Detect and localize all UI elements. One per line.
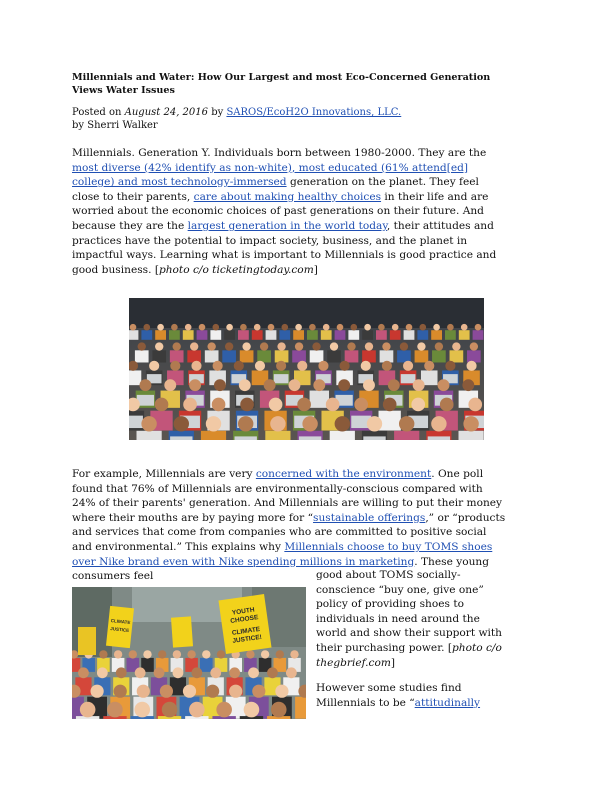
paragraph-studies <box>316 681 506 710</box>
photo-credit-2: photo c/o thegbrief.com <box>316 641 502 669</box>
post-date: August 24, 2016 <box>124 107 209 118</box>
posted-on-label: Posted on <box>72 107 122 118</box>
paragraph-intro <box>72 146 506 277</box>
photo-lecture-hall <box>129 298 484 440</box>
text: , their attitudes and practices have the potential to impact society, business, and the planet in impactful ways. Learning what is important to Millennials is good practice and good business. [ <box>72 219 497 276</box>
svg-text:CLIMATE: CLIMATE <box>231 625 261 637</box>
link-most-diverse[interactable]: most diverse (42% identify as non-white), most educated (61% attend[ed] college) and most technology-immersed <box>72 161 469 189</box>
protest-sign-large <box>218 594 271 654</box>
text: ,” or “products and services that come from companies who are committed to positive social and environmental.” This explains why <box>72 511 506 553</box>
text: . These young consumers feel <box>72 555 490 583</box>
photo-climate-march <box>72 587 306 719</box>
link-healthy-choices[interactable]: care about making healthy choices <box>193 190 382 203</box>
text: For example, Millennials are very <box>72 468 256 480</box>
svg-text:YOUTH: YOUTH <box>231 606 256 617</box>
text: generation on the planet. They feel close to their parents, <box>72 176 479 203</box>
link-attitudinally[interactable]: attitudinally <box>414 696 481 709</box>
text: . One poll found that 76% of Millennials are environmentally-conscious compared with 24% of their parents' generation. And Millennials are willing to put their money where their mouths are by paying more for “ <box>72 468 503 524</box>
text: ] <box>313 263 318 276</box>
paragraph-toms <box>316 568 506 670</box>
org-link[interactable]: SAROS/EcoH2O Innovations, LLC. <box>226 107 402 118</box>
text: Millennials. Generation Y. Individuals born between 1980-2000. They are the <box>72 147 487 159</box>
photo-credit-1: photo c/o ticketingtoday.com <box>158 263 314 276</box>
link-concerned-environment[interactable]: concerned with the environment <box>255 468 432 480</box>
svg-text:JUSTICE!: JUSTICE! <box>232 633 263 645</box>
byline <box>72 107 542 132</box>
link-toms-shoes[interactable]: Millennials choose to buy TOMS shoes over Nike brand even with Nike spending millions in marketing <box>72 540 493 568</box>
text: in their life and are worried about the economic choices of past generations on their future. And because they are the <box>72 190 489 232</box>
paragraph-environment <box>72 467 506 584</box>
lecture-hall-illustration <box>129 298 484 440</box>
author-line: by Sherri Walker <box>72 119 158 131</box>
text: ] <box>390 656 396 669</box>
svg-text:JUSTICE: JUSTICE <box>110 626 130 633</box>
svg-text:CHOOSE: CHOOSE <box>229 614 259 625</box>
svg-text:CLIMATE: CLIMATE <box>110 618 131 626</box>
protest-sign-small <box>106 606 134 648</box>
text: good about TOMS socially-conscience “buy one, give one” policy of providing shoes to individuals in need around the world and show their support with their purchasing power. [ <box>316 569 503 654</box>
article-title: Millennials and Water: How Our Largest and most Eco-Concerned Generation Views Water Issues <box>72 72 491 96</box>
link-sustainable-offerings[interactable]: sustainable offerings <box>313 511 426 524</box>
by-label: by <box>211 107 224 118</box>
text: However some studies find Millennials to be “ <box>316 682 462 709</box>
link-largest-generation[interactable]: largest generation in the world today <box>187 219 387 232</box>
climate-march-illustration <box>72 587 306 719</box>
